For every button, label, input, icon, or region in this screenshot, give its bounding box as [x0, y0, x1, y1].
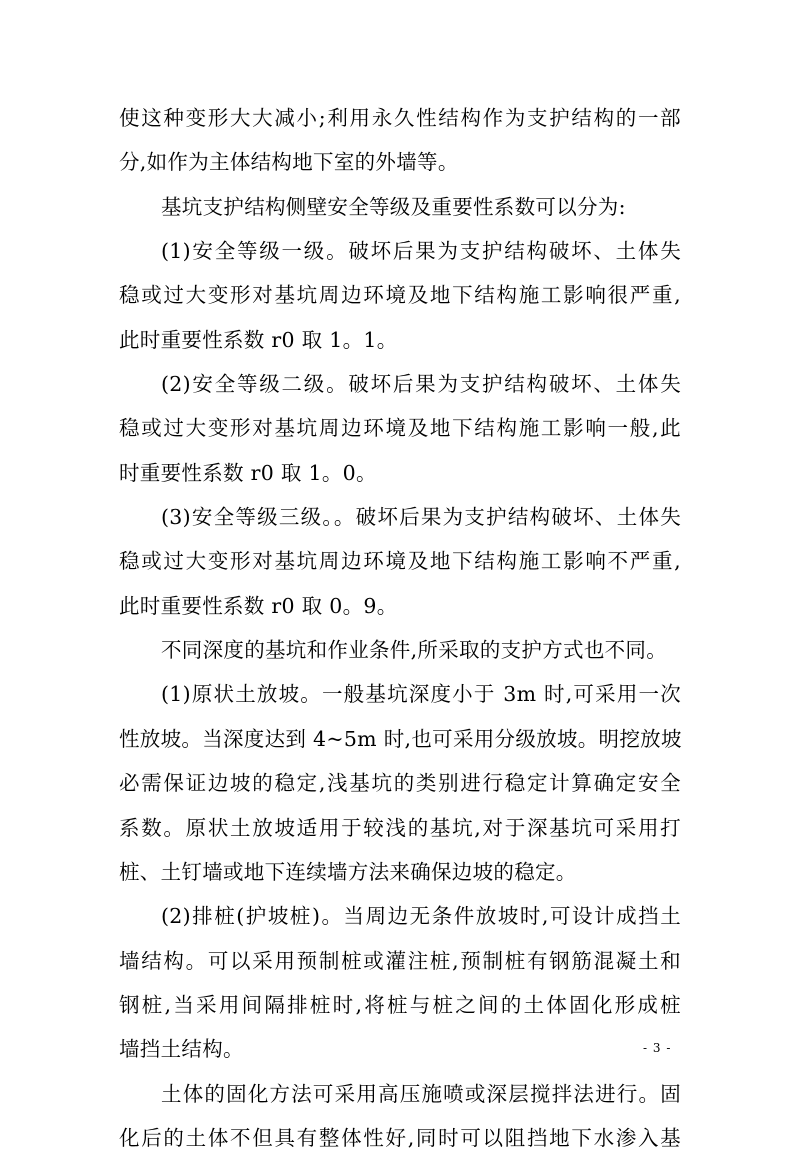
text-line: 桩、土钉墙或地下连续墙方法来确保边坡的稳定。 — [119, 859, 577, 884]
body-text — [119, 96, 681, 1160]
page-number: - 3 - — [643, 1041, 672, 1055]
text-line: 基坑支护结构侧壁安全等级及重要性系数可以分为: — [161, 194, 626, 219]
text-line: (1)原状土放坡。一般基坑深度小于 3m 时,可采用一次 — [161, 682, 681, 707]
text-line: 稳或过大变形对基坑周边环境及地下结构施工影响一般,此 — [119, 416, 681, 441]
text-line: 化后的土体不但具有整体性好,同时可以阻挡地下水渗入基 — [119, 1125, 681, 1150]
text-line: 土体的固化方法可采用高压施喷或深层搅拌法进行。固 — [161, 1081, 681, 1106]
text-line: 必需保证边坡的稳定,浅基坑的类别进行稳定计算确定安全 — [119, 771, 681, 796]
text-line: 稳或过大变形对基坑周边环境及地下结构施工影响很严重, — [119, 283, 681, 308]
text-line: (1)安全等级一级。破坏后果为支护结构破坏、土体失 — [161, 239, 681, 264]
text-line: 分,如作为主体结构地下室的外墙等。 — [119, 150, 459, 175]
text-line: (2)排桩(护坡桩)。当周边无条件放坡时,可设计成挡土 — [161, 904, 681, 929]
text-line: 墙挡土结构。 — [119, 1037, 244, 1062]
text-line: (2)安全等级二级。破坏后果为支护结构破坏、土体失 — [161, 372, 681, 397]
text-line: 使这种变形大大减小;利用永久性结构作为支护结构的一部 — [119, 106, 681, 130]
text-line: 不同深度的基坑和作业条件,所采取的支护方式也不同。 — [161, 638, 668, 663]
text-line: 墙结构。可以采用预制桩或灌注桩,预制桩有钢筋混凝土和 — [119, 948, 681, 973]
text-line: 此时重要性系数 r0 取 1。1。 — [119, 327, 398, 352]
text-line: 系数。原状土放坡适用于较浅的基坑,对于深基坑可采用打 — [119, 815, 681, 840]
text-line: 此时重要性系数 r0 取 0。9。 — [119, 593, 398, 618]
text-line: 稳或过大变形对基坑周边环境及地下结构施工影响不严重, — [119, 549, 681, 574]
text-line: (3)安全等级三级。。破坏后果为支护结构破坏、土体失 — [161, 505, 681, 530]
text-line: 时重要性系数 r0 取 1。0。 — [119, 460, 377, 485]
text-line: 性放坡。当深度达到 4~5m 时,也可采用分级放坡。明挖放坡 — [119, 726, 682, 751]
text-line: 钢桩,当采用间隔排桩时,将桩与桩之间的土体固化形成桩 — [119, 992, 681, 1017]
